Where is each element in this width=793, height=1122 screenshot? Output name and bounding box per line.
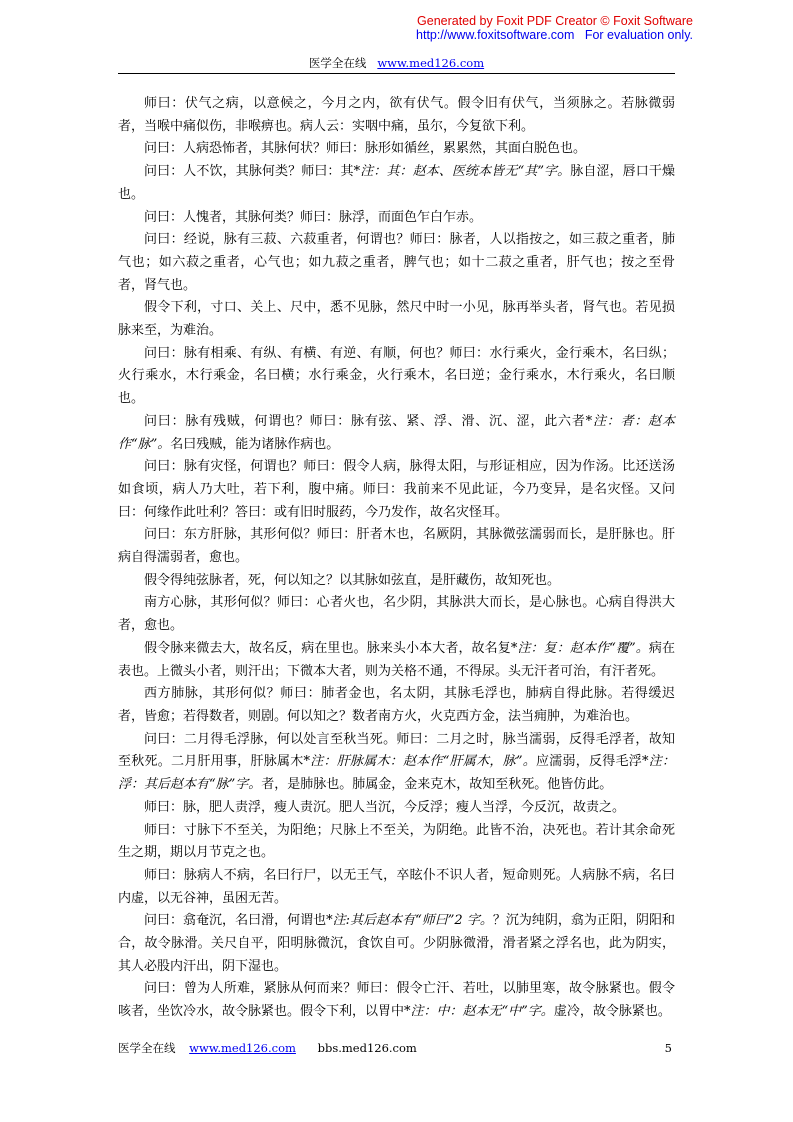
- paragraph-text: 师曰：脉病人不病，名曰行尸，以无王气，卒眩仆不识人者，短命则死。人病脉不病，名曰内虚，以无谷神，虽困无苦。: [118, 867, 675, 906]
- paragraph-text: 师曰：寸脉下不至关，为阳绝；尺脉上不至关，为阴绝。此皆不治，决死也。若计其余命死生之期，期以月节克之也。: [118, 822, 675, 861]
- paragraph-text: 问曰：脉有残贼，何谓也？师曰：脉有弦、紧、浮、滑、沉、涩，此六者: [144, 413, 586, 429]
- paragraph-text: 问曰：脉有相乘、有纵、有横、有逆、有顺，何也？师曰：水行乘火，金行乘木，名曰纵；火行乘水，木行乘金，名曰横；水行乘金，火行乘木，名曰逆；金行乘水，木行乘火，名曰顺也。: [118, 345, 675, 407]
- paragraph-text: ？沉为纯阴，翕为正阳，阴阳和合，故令脉滑。关尺自平，阳明脉微沉，食饮自可。少阴脉微滑，滑者紧之浮名也，此为阴实，其人必股内汗出，阴下湿也。: [118, 913, 675, 974]
- paragraph-text: 问曰：二月得毛浮脉，何以处言至秋当死。师曰：二月之时，脉当濡弱，反得毛浮者，故知至秋死。二月肝用事，肝脉属木: [118, 731, 675, 770]
- watermark-eval-text: For evaluation only.: [584, 28, 693, 42]
- footer-site-name: 医学全在线: [118, 1041, 176, 1055]
- paragraph: [118, 343, 675, 411]
- paragraph: [118, 297, 675, 342]
- paragraph: [118, 592, 675, 637]
- annotation-note: *注：中：赵本无“中”字。: [404, 1004, 554, 1020]
- paragraph-text: 名曰残贼，能为诸脉作病也。: [170, 436, 340, 452]
- footer-url-link[interactable]: www.med126.com: [189, 1041, 296, 1055]
- paragraph: [118, 638, 675, 683]
- paragraph: [118, 207, 675, 230]
- annotation-note: *注:其后赵本有“师曰”2 字。: [326, 913, 493, 929]
- paragraph-text: 应濡弱，反得毛浮: [536, 754, 642, 770]
- paragraph-text: 问曰：人不饮，其脉何类？师曰：其: [144, 164, 354, 180]
- paragraph: [118, 93, 675, 138]
- paragraph: [118, 865, 675, 910]
- paragraph-text: 问曰：翕奄沉，名曰滑，何谓也: [144, 913, 327, 929]
- paragraph: [118, 456, 675, 524]
- paragraph: [118, 138, 675, 161]
- paragraph-text: 问曰：曾为人所难，紧脉从何而来？师曰：假令亡汗、若吐，以肺里寒，故令脉紧也。假令咳者，坐饮冷水，故令脉紧也。假令下利，以胃中: [118, 981, 675, 1020]
- header-site-name: 医学全在线: [308, 56, 367, 70]
- annotation-note: *注：者：赵本作“脉”。: [118, 413, 675, 452]
- paragraph: [118, 524, 675, 569]
- annotation-note: *注：其：赵本、医统本皆无“其”字。: [353, 164, 571, 180]
- paragraph: [118, 910, 675, 978]
- paragraph-text: 问曰：东方肝脉，其形何似？师曰：肝者木也，名厥阴，其脉微弦濡弱而长，是肝脉也。肝病自得濡弱者，愈也。: [118, 527, 675, 566]
- paragraph-text: 问曰：人病恐怖者，其脉何状？师曰：脉形如循丝，累累然，其面白脱色也。: [144, 141, 587, 157]
- paragraph-text: 西方肺脉，其形何似？师曰：肺者金也，名太阴，其脉毛浮也，肺病自得此脉。若得缓迟者，皆愈；若得数者，则剧。何以知之？数者南方火，火克西方金，法当痈肿，为难治也。: [118, 686, 675, 724]
- foxit-watermark: [416, 14, 693, 42]
- annotation-note: *注：复：赵本作“覆”。: [510, 640, 649, 656]
- header-url-link[interactable]: www.med126.com: [377, 56, 485, 70]
- paragraph: [118, 161, 675, 206]
- paragraph-text: 师曰：伏气之病，以意候之，今月之内，欲有伏气。假令旧有伏气，当须脉之。若脉微弱者，当喉中痛似伤，非喉痹也。病人云：实咽中痛，虽尔，今复欲下利。: [118, 96, 675, 134]
- document-body: [118, 93, 675, 1024]
- footer-bbs-link[interactable]: bbs.med126.com: [317, 1041, 417, 1055]
- paragraph-text: 师曰：脉，肥人责浮，瘦人责沉。肥人当沉，今反浮；瘦人当浮，今反沉，故责之。: [144, 799, 626, 815]
- page-number: 5: [664, 1041, 672, 1055]
- page-header: [118, 56, 675, 70]
- header-rule: [118, 73, 675, 74]
- paragraph: [118, 729, 675, 797]
- paragraph-text: 者，是肺脉也。肺属金，金来克木，故知至秋死。他皆仿此。: [261, 777, 613, 793]
- watermark-url-link[interactable]: http://www.foxitsoftware.com: [416, 28, 575, 42]
- paragraph: [118, 411, 675, 456]
- annotation-note: *注：浮：其后赵本有“脉”字。: [118, 754, 675, 793]
- paragraph: [118, 570, 675, 593]
- paragraph-text: 病在表也。上微头小者，则汗出；下微本大者，则为关格不通，不得尿。头无汗者可治，有汗者死。: [118, 640, 675, 679]
- paragraph-text: 问曰：脉有灾怪，何谓也？师曰：假令人病，脉得太阳，与形证相应，因为作汤。比还送汤如食顷，病人乃大吐，若下利，腹中痛。师曰：我前来不见此证，今乃变异，是名灾怪。又问曰：何缘作此吐利？答曰：或有旧时服药，今乃发作，故名灾怪耳。: [118, 459, 675, 520]
- paragraph-text: 脉自涩，唇口干燥也。: [118, 164, 675, 202]
- paragraph: [118, 229, 675, 297]
- annotation-note: *注：肝脉属木：赵本作“肝属木，脉”。: [303, 754, 536, 770]
- page-footer: [118, 1041, 675, 1055]
- paragraph-text: 问曰：人愧者，其脉何类？师曰：脉浮，而面色乍白乍赤。: [144, 209, 483, 225]
- paragraph: [118, 820, 675, 865]
- paragraph-text: 假令脉来微去大，故名反，病在里也。脉来头小本大者，故名复: [144, 640, 511, 656]
- paragraph-text: 虚冷，故令脉紧也。: [553, 1004, 671, 1020]
- paragraph-text: 假令下利，寸口、关上、尺中，悉不见脉，然尺中时一小见，脉再举头者，肾气也。若见损脉来至，为难治。: [118, 300, 675, 339]
- paragraph: [118, 797, 675, 820]
- paragraph: [118, 683, 675, 728]
- watermark-line1: Generated by Foxit PDF Creator © Foxit Software: [417, 14, 693, 28]
- paragraph-text: 南方心脉，其形何似？师曰：心者火也，名少阴，其脉洪大而长，是心脉也。心病自得洪大者，愈也。: [118, 595, 675, 634]
- paragraph-text: 问曰：经说，脉有三菽、六菽重者，何谓也？师曰：脉者，人以指按之，如三菽之重者，肺气也；如六菽之重者，心气也；如九菽之重者，脾气也；如十二菽之重者，肝气也；按之至骨者，肾气也。: [118, 232, 675, 293]
- paragraph-text: 假令得纯弦脉者，死，何以知之？以其脉如弦直，是肝藏伤，故知死也。: [144, 572, 561, 588]
- paragraph: [118, 978, 675, 1023]
